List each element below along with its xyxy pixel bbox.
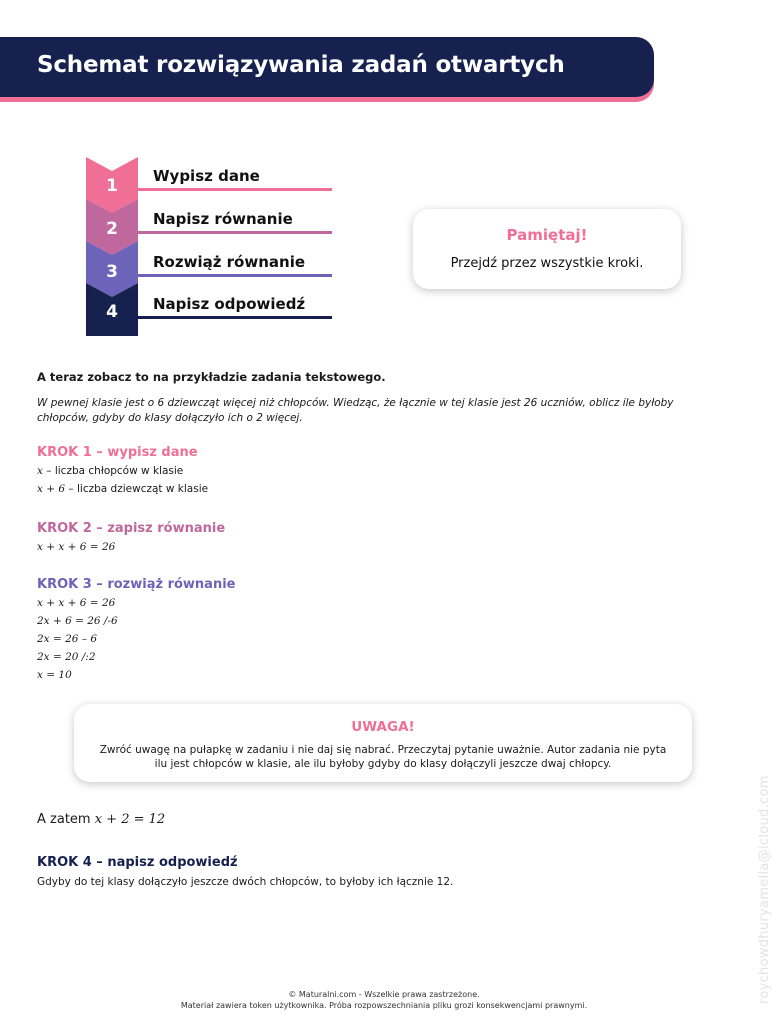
footer-notice: Materiał zawiera token użytkownika. Próba rozpowszechniania pliku grozi konsekwencjami prawnymi. xyxy=(180,1001,588,1010)
step-1-number: 1 xyxy=(106,176,118,196)
step-3-number: 3 xyxy=(106,262,118,282)
remember-box xyxy=(413,209,681,289)
conclusion-prefix: A zatem xyxy=(37,812,95,827)
step-2-label: Napisz równanie xyxy=(153,210,293,228)
step-1-underline xyxy=(138,188,332,191)
warning-text: Zwróć uwagę na pułapkę w zadaniu i nie daj się nabrać. Przeczytaj pytanie uważnie. Autor zadania nie pyta ilu jest chłopców w klasie, ale ilu byłoby gdyby do klasy dołączyli jeszcze dwaj chłopcy. xyxy=(99,744,667,770)
step-1-label: Wypisz dane xyxy=(153,167,260,185)
krok-2-equation: x + x + 6 = 26 xyxy=(37,541,116,553)
krok-3-line-3: 2x = 26 – 6 xyxy=(37,633,98,645)
krok-1-line-1-math: x xyxy=(37,465,43,477)
krok-3-line-4: 2x = 20 /:2 xyxy=(37,651,96,663)
krok-2-title: KROK 2 – zapisz równanie xyxy=(37,521,226,536)
remember-text: Przejdź przez wszystkie kroki. xyxy=(450,256,644,271)
krok-4-title-rest: – napisz odpowiedź xyxy=(91,855,238,870)
krok-3-title: KROK 3 – rozwiąż równanie xyxy=(37,577,236,592)
remember-title: Pamiętaj! xyxy=(506,226,588,244)
conclusion-line xyxy=(37,812,165,827)
side-watermark: roychowdhuryamelia@icloud.com xyxy=(757,775,772,1004)
example-heading: A teraz zobacz to na przykładzie zadania tekstowego. xyxy=(37,370,386,384)
krok-4-answer: Gdyby do tej klasy dołączyło jeszcze dwóch chłopców, to byłoby ich łącznie 12. xyxy=(37,876,454,888)
footer-copyright: © Maturalni.com - Wszelkie prawa zastrzeżone. xyxy=(288,990,480,999)
krok-1-line-2-math: x + 6 xyxy=(37,483,66,495)
krok-1-line-1 xyxy=(37,465,183,477)
krok-3-line-5: x = 10 xyxy=(37,669,72,681)
krok-1-title: KROK 1 – wypisz dane xyxy=(37,445,198,460)
step-3-label: Rozwiąż równanie xyxy=(153,253,306,271)
krok-3-line-1: x + x + 6 = 26 xyxy=(37,597,116,609)
warning-title: UWAGA! xyxy=(351,719,415,735)
step-3-underline xyxy=(138,274,332,277)
page-title: Schemat rozwiązywania zadań otwartych xyxy=(37,52,565,78)
krok-1-line-1-text: – liczba chłopców w klasie xyxy=(42,465,184,477)
krok-1-line-2 xyxy=(37,483,208,495)
step-4-number: 4 xyxy=(106,302,118,322)
krok-3-line-2: 2x + 6 = 26 /-6 xyxy=(37,615,118,627)
krok-4-title xyxy=(37,855,238,870)
step-2-number: 2 xyxy=(106,219,118,239)
step-4-label: Napisz odpowiedź xyxy=(153,295,306,313)
step-2-underline xyxy=(138,231,332,234)
krok-4-title-bold: KROK 4 xyxy=(37,855,92,870)
conclusion-equation: x + 2 = 12 xyxy=(94,812,166,827)
step-4-underline xyxy=(138,316,332,319)
krok-1-line-2-text: – liczba dziewcząt w klasie xyxy=(65,483,209,495)
problem-statement: W pewnej klasie jest o 6 dziewcząt więcej niż chłopców. Wiedząc, że łącznie w tej klasie jest 26 uczniów, oblicz ile byłoby chłopców, gdyby do klasy dołączyło ich o 2 więcej. xyxy=(37,397,674,424)
